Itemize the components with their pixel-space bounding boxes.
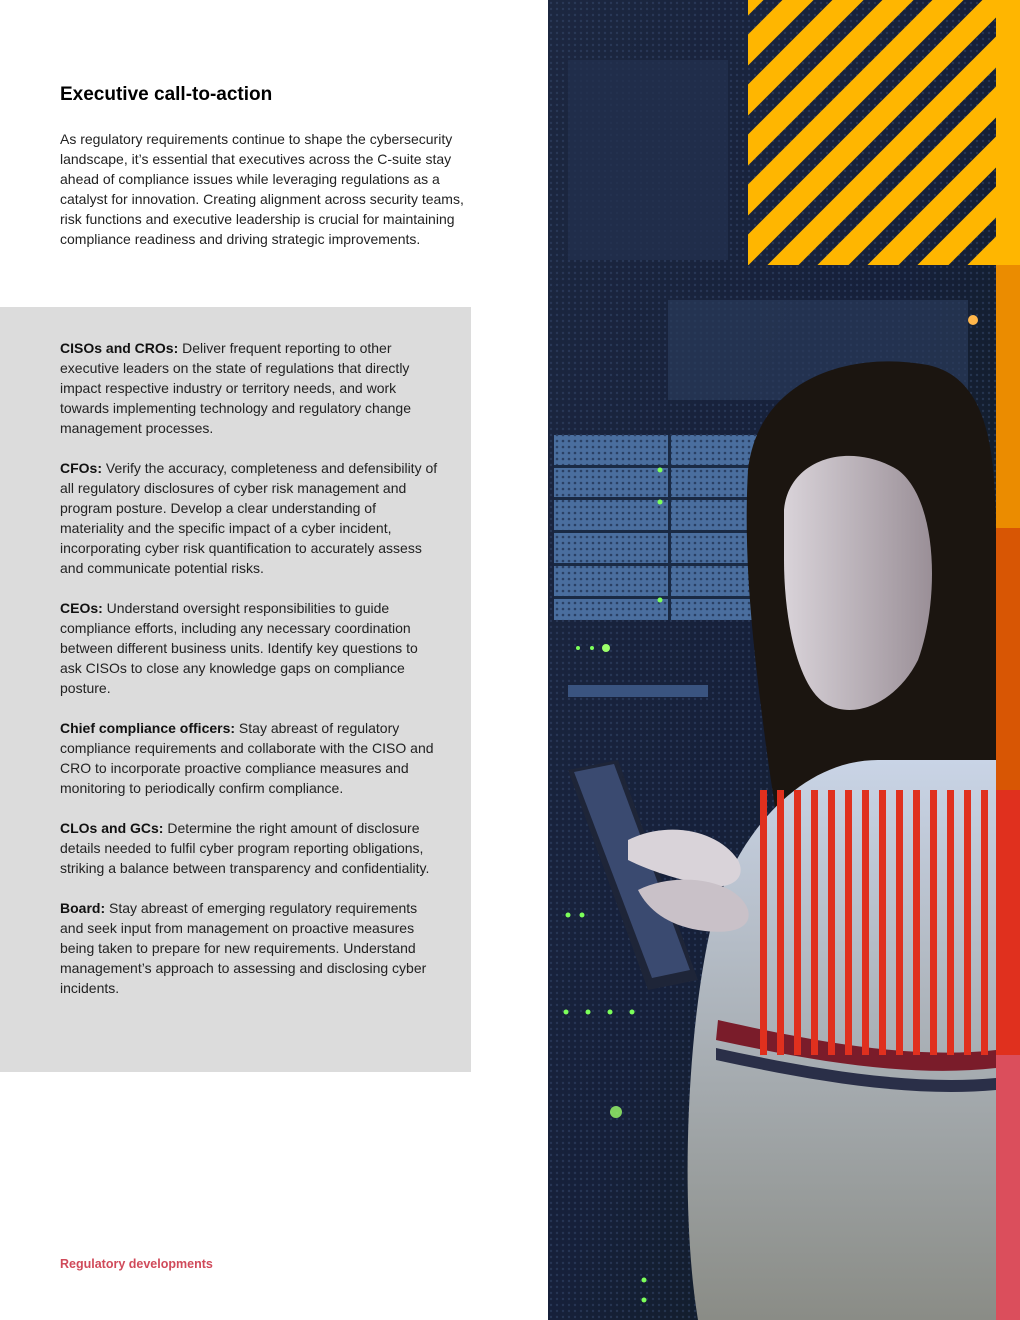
role-text: Understand oversight responsibilities to guide compliance efforts, including any necessary coordination between different business units. Identify key questions to ask CISOs to close any knowledge gaps on compliance posture. — [60, 600, 418, 696]
color-strip-dark-orange — [996, 528, 1020, 790]
role-item-compliance — [60, 718, 440, 798]
role-title: CLOs and GCs: — [60, 820, 164, 836]
yellow-stripe-graphic — [748, 0, 996, 265]
role-text: Stay abreast of regulatory compliance requirements and collaborate with the CISO and CRO to incorporate proactive compliance measures and monitoring to periodically confirm compliance. — [60, 720, 434, 796]
intro-paragraph: As regulatory requirements continue to shape the cybersecurity landscape, it’s essential that executives across the C-suite stay ahead of compliance issues while leveraging regulations as a catalyst for innovation. Creating alignment across security teams, risk functions and executive leadership is crucial for maintaining compliance readiness and driving strategic improvements. — [60, 131, 464, 247]
color-strip-orange — [996, 265, 1020, 528]
role-text: Determine the right amount of disclosure details needed to fulfil cyber program reporting obligations, striking a balance between transparency and confidentiality. — [60, 820, 430, 876]
role-item-cisos — [60, 338, 440, 438]
role-text: Stay abreast of emerging regulatory requirements and seek input from management on proactive measures being taken to prepare for new requirements. Understand management’s approach to assessing and disclosing cyber incidents. — [60, 900, 427, 996]
role-item-cfos — [60, 458, 440, 578]
color-strip-yellow — [996, 0, 1020, 265]
role-title: CISOs and CROs: — [60, 340, 179, 356]
footer-label: Regulatory developments — [60, 1257, 213, 1271]
color-strip-rose — [996, 1055, 1020, 1320]
role-item-board — [60, 898, 440, 998]
role-title: CEOs: — [60, 600, 103, 616]
red-stripe-graphic — [758, 790, 996, 1055]
role-title: Chief compliance officers: — [60, 720, 236, 736]
role-text: Deliver frequent reporting to other executive leaders on the state of regulations that directly impact respective industry or territory needs, and work towards implementing technology and regulatory change management processes. — [60, 340, 411, 436]
role-title: CFOs: — [60, 460, 102, 476]
roles-list — [60, 338, 440, 1018]
role-item-clos — [60, 818, 440, 878]
page-title: Executive call-to-action — [60, 84, 273, 105]
role-text: Verify the accuracy, completeness and defensibility of all regulatory disclosures of cyber risk management and program posture. Develop a clear understanding of materiality and the specific impact of a cyber incident, incorporating cyber risk quantification to accurately assess and communicate potential risks. — [60, 460, 438, 576]
role-title: Board: — [60, 900, 106, 916]
role-item-ceos — [60, 598, 440, 698]
color-strip-red — [996, 790, 1020, 1055]
